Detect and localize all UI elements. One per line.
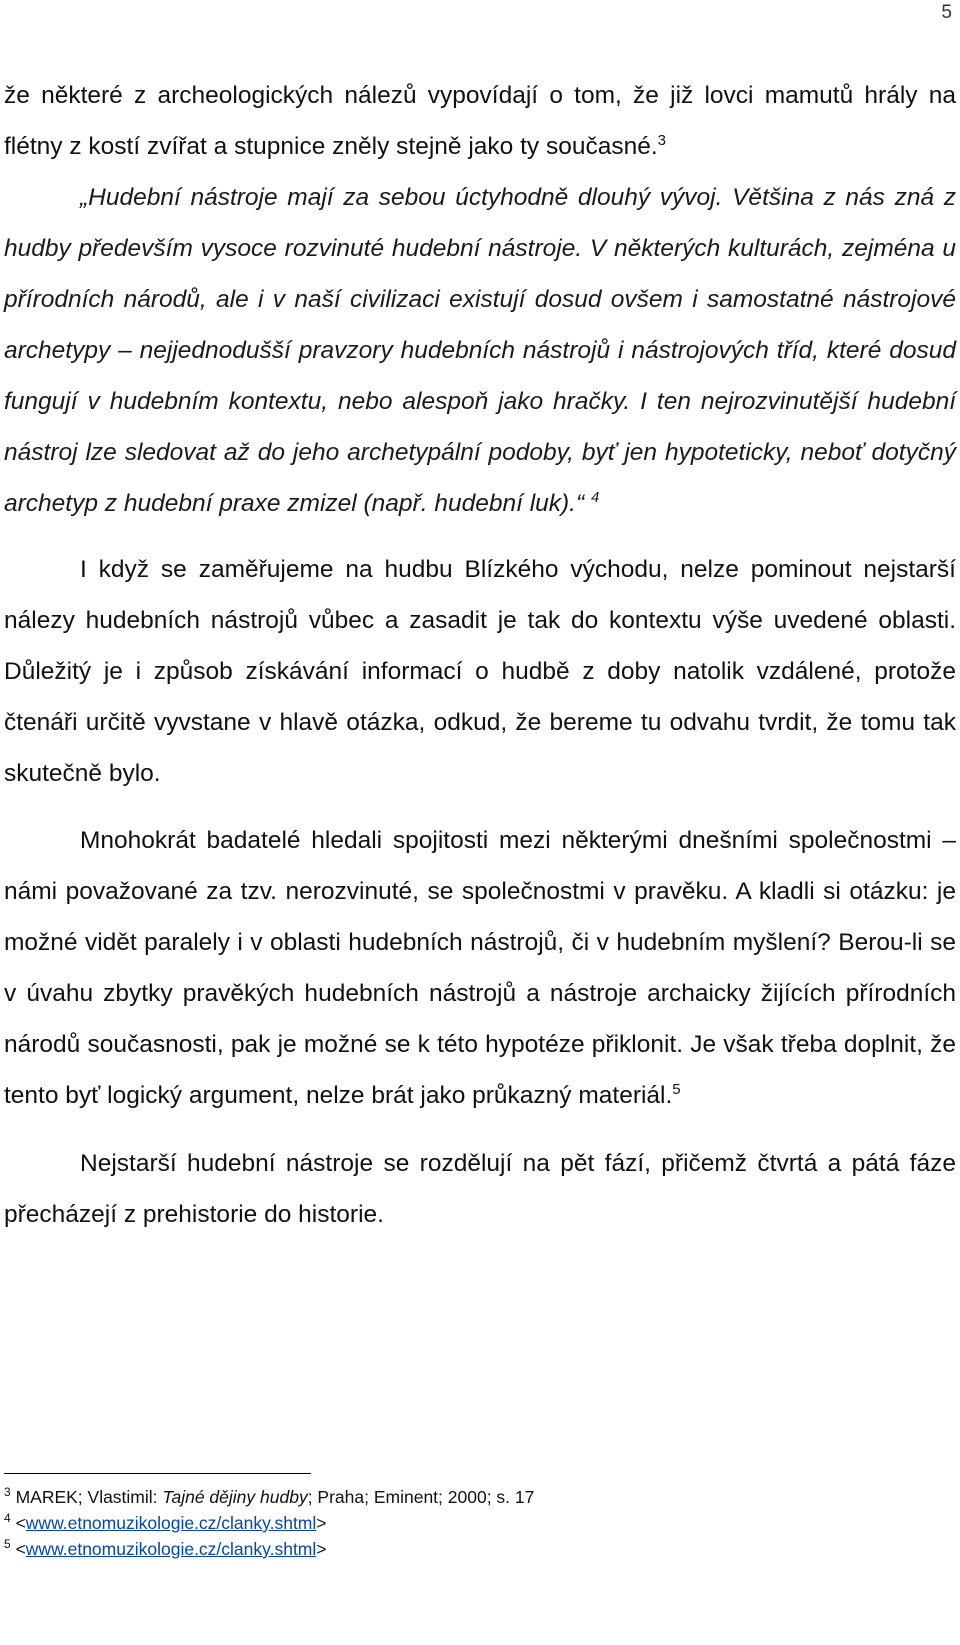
paragraph-4: Mnohokrát badatelé hledali spojitosti mezi některými dnešními společnostmi – námi považované za tzv. nerozvinuté, se společnostmi v pravěku. A kladli si otázku: je možné vidět paralely i v oblasti hudebních nástrojů, či v hudebním myšlení? Berou-li se v úvahu zbytky pravěkých hudebních nástrojů a nástroje archaicky žijících přírodních národů současnosti, pak je možné se k této hypotéze přiklonit. Je však třeba doplnit, že tento byť logický argument, nelze brát jako průkazný materiál.$^5$ (4, 827, 956, 1109)
page-number: 5 (941, 2, 952, 23)
footnote-ref[interactable]: 4 (590, 488, 600, 506)
footnotes-section (4, 1473, 944, 1562)
paragraph-3: I když se zaměřujeme na hudbu Blízkého východu, nelze pominout nejstarší nálezy hudebních nástrojů vůbec a zasadit je tak do kontextu výše uvedené oblasti. Důležitý je i způsob získávání informací o hudbě z doby natolik vzdálené, protože čtenáři určitě vyvstane v hlavě otázka, odkud, že bereme tu odvahu tvrdit, že tomu tak skutečně bylo. (4, 556, 956, 787)
footnote-link[interactable]: www.etnomuzikologie.cz/clanky.shtml (25, 1513, 317, 1533)
footnote-ref[interactable]: 5 (672, 1080, 681, 1098)
footnote-5: $^5$ <www.etnomuzikologie.cz/clanky.shtml> (4, 1537, 327, 1559)
footnote-ref[interactable]: 3 (657, 131, 666, 149)
footnote-4: $^4$ <www.etnomuzikologie.cz/clanky.shtml> (4, 1511, 327, 1533)
footnote-link[interactable]: www.etnomuzikologie.cz/clanky.shtml (25, 1539, 317, 1559)
footnote-divider (4, 1473, 311, 1474)
paragraph-5: Nejstarší hudební nástroje se rozdělují na pět fází, přičemž čtvrtá a pátá fáze přecházejí z prehistorie do historie. (4, 1150, 956, 1228)
footnote-book-title: Tajné dějiny hudby (162, 1487, 308, 1507)
quote-paragraph: „Hudební nástroje mají za sebou úctyhodně dlouhý vývoj. Většina z nás zná z hudby především vysoce rozvinuté hudební nástroje. V některých kulturách, zejména u přírodních národů, ale i v naší civilizaci existují dosud ovšem i samostatné nástrojové archetypy – nejjednodušší pravzory hudebních nástrojů i nástrojových tříd, které dosud fungují v hudebním kontextu, nebo alespoň jako hračky. I ten nejrozvinutější hudební nástroj lze sledovat až do jeho archetypální podoby, byť jen hypoteticky, neboť dotyčný archetyp z hudební praxe zmizel (např. hudební luk).“ $^4$ (4, 184, 956, 517)
paragraph-1: že některé z archeologických nálezů vypovídají o tom, že již lovci mamutů hrály na flétny z kostí zvířat a stupnice zněly stejně jako ty současné.$^3$ (4, 82, 956, 160)
body-text (4, 70, 956, 1240)
footnote-3: $^3$ MAREK; Vlastimil: Tajné dějiny hudby; Praha; Eminent; 2000; s. 17 (4, 1485, 535, 1507)
